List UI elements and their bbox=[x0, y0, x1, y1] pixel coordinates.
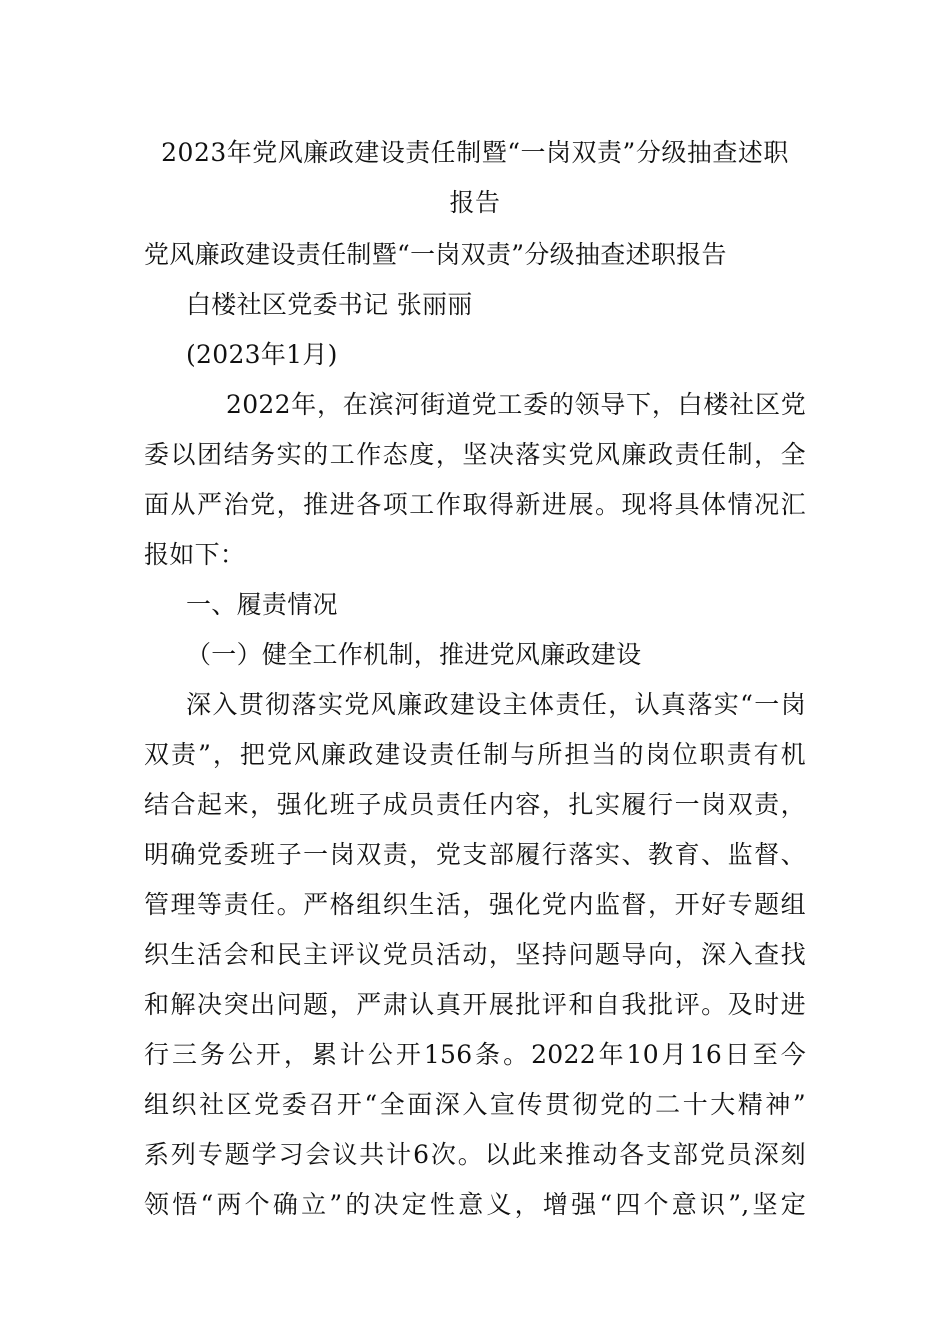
body-line-11: 领悟“两个确立”的决定性意义，增强“四个意识”,坚定 bbox=[144, 1190, 806, 1219]
body-line-6: 织生活会和民主评议党员活动，坚持问题导向，深入查找 bbox=[144, 940, 806, 969]
document-title-line-1: 2023年党风廉政建设责任制暨“一岗双责”分级抽查述职 bbox=[161, 138, 789, 167]
intro-line-2: 委以团结务实的工作态度，坚决落实党风廉政责任制，全 bbox=[144, 440, 806, 469]
body-line-4: 明确党委班子一岗双责，党支部履行落实、教育、监督、 bbox=[144, 840, 806, 869]
date-line: (2023年1月) bbox=[186, 340, 338, 369]
body-line-3: 结合起来，强化班子成员责任内容，扎实履行一岗双责， bbox=[144, 790, 806, 819]
intro-line-3: 面从严治党，推进各项工作取得新进展。现将具体情况汇 bbox=[144, 490, 806, 519]
subtitle: 党风廉政建设责任制暨“一岗双责”分级抽查述职报告 bbox=[144, 240, 727, 269]
body-line-2: 双责”，把党风廉政建设责任制与所担当的岗位职责有机 bbox=[144, 740, 806, 769]
section-heading: 一、履责情况 bbox=[186, 590, 338, 619]
body-line-8: 行三务公开，累计公开156条。2022年10月16日至今 bbox=[144, 1040, 806, 1069]
body-line-10: 系列专题学习会议共计6次。以此来推动各支部党员深刻 bbox=[144, 1140, 806, 1169]
document-title-line-2: 报告 bbox=[449, 188, 501, 217]
body-line-7: 和解决突出问题，严肃认真开展批评和自我批评。及时进 bbox=[144, 990, 806, 1019]
subsection-heading: （一）健全工作机制，推进党风廉政建设 bbox=[186, 640, 642, 669]
author-line: 白楼社区党委书记 张丽丽 bbox=[186, 290, 473, 319]
body-line-1: 深入贯彻落实党风廉政建设主体责任，认真落实“一岗 bbox=[186, 690, 806, 719]
body-line-9: 组织社区党委召开“全面深入宣传贯彻党的二十大精神” bbox=[144, 1090, 806, 1119]
intro-line-1: 2022年，在滨河街道党工委的领导下，白楼社区党 bbox=[226, 390, 806, 419]
body-line-5: 管理等责任。严格组织生活，强化党内监督，开好专题组 bbox=[144, 890, 806, 919]
intro-line-4: 报如下： bbox=[144, 540, 246, 569]
